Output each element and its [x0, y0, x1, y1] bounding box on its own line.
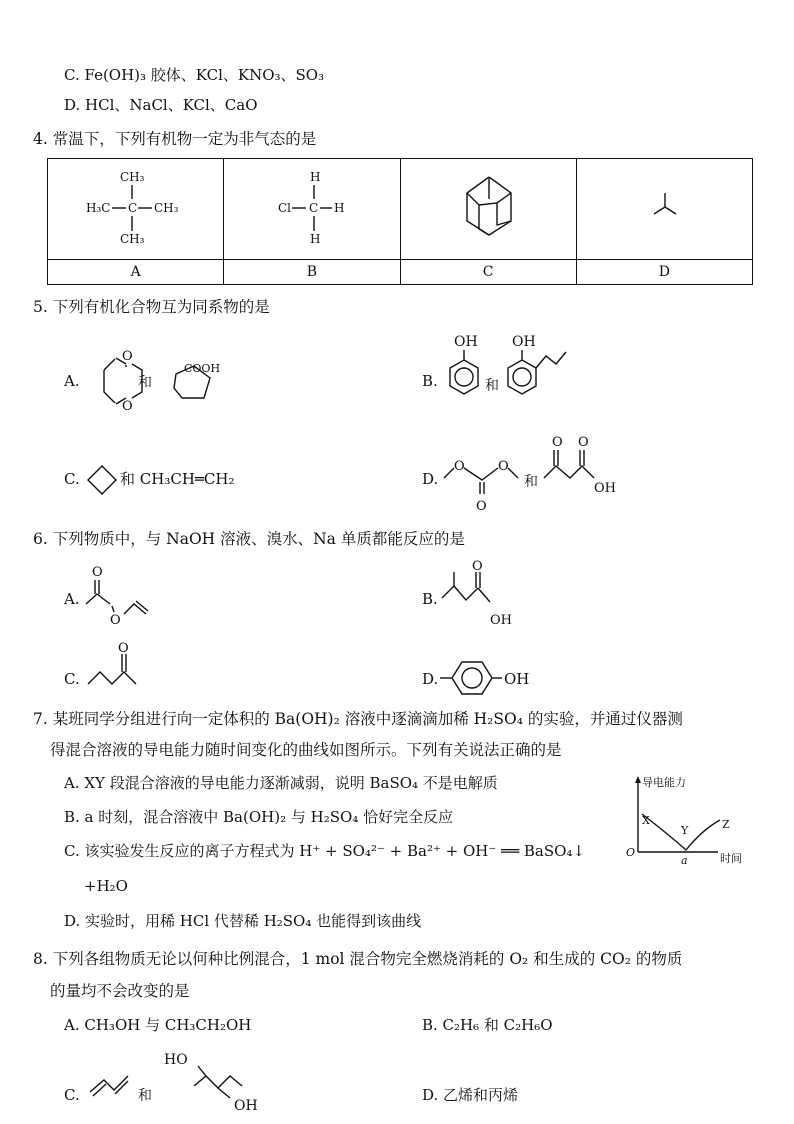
q5-a-and: 和: [138, 375, 152, 391]
q5-c-label: C.: [64, 470, 80, 488]
graph-tick-a: a: [681, 854, 688, 867]
q7-option-d: D. 实验时，用稀 HCl 代替稀 H₂SO₄ 也能得到该曲线: [64, 912, 422, 930]
q7-option-a: A. XY 段混合溶液的导电能力逐渐减弱，说明 BaSO₄ 不是电解质: [64, 774, 498, 792]
phenol-oh: OH: [454, 334, 478, 350]
q6-a-label: A.: [64, 590, 80, 608]
q6-b-o: O: [472, 559, 483, 574]
cooh-label: COOH: [184, 362, 221, 375]
q8-stem-line2: 的量均不会改变的是: [50, 982, 190, 1000]
mol-b-bottom: H: [310, 232, 321, 246]
mol-b-right: H: [334, 201, 345, 215]
graph-point-y: Y: [681, 824, 689, 837]
q5-stem: 5. 下列有机化合物互为同系物的是: [33, 298, 270, 316]
mol-a-right: CH₃: [154, 201, 179, 215]
mol-a-top: CH₃: [120, 170, 145, 184]
q7-stem-line2: 得混合溶液的导电能力随时间变化的曲线如图所示。下列有关说法正确的是: [50, 741, 562, 759]
acid-o: O: [578, 435, 589, 450]
q4-structure-table: [47, 158, 753, 285]
q7-stem-line1: 7. 某班同学分组进行向一定体积的 Ba(OH)₂ 溶液中逐滴滴加稀 H₂SO₄ 的实验，并通过仪器测: [33, 710, 683, 728]
mol-b-top: H: [310, 170, 321, 184]
isobutane-structure: [577, 159, 753, 255]
graph-y-label: 导电能力: [642, 776, 686, 789]
dioxane-o-bottom: O: [122, 399, 133, 414]
propylphenol-oh: OH: [512, 334, 536, 350]
vinyl-acetate-structure: [84, 560, 164, 630]
chloromethane-structure: [224, 159, 400, 255]
q6-a-o-ester: O: [110, 613, 121, 628]
graph-point-x: X: [642, 814, 650, 827]
graph-x-label: 时间: [720, 852, 742, 865]
q5-a-label: A.: [64, 372, 80, 390]
q8-c-structures: [88, 1046, 278, 1116]
q4-label-b: B: [224, 260, 400, 285]
acid-oh: OH: [594, 481, 616, 496]
q4-structure-b: [224, 159, 400, 260]
q4-structure-d: [576, 159, 752, 260]
mol-a-left: H₃C: [86, 201, 111, 215]
q6-b-oh: OH: [490, 613, 512, 628]
q4-structure-a: [48, 159, 224, 260]
mol-a-center: C: [128, 201, 138, 215]
p-cresol-structure: [440, 658, 560, 698]
q8-option-a: A. CH₃OH 与 CH₃CH₂OH: [64, 1016, 252, 1034]
mol-b-center: C: [309, 201, 319, 215]
q5-a-structures: [84, 340, 244, 420]
conductivity-graph: [624, 774, 752, 866]
q4-structure-c: [400, 159, 576, 260]
graph-y-arrow: [635, 776, 641, 783]
q4-label-d: D: [576, 260, 752, 285]
q4-label-c: C: [400, 260, 576, 285]
q8-c-and: 和: [138, 1088, 152, 1104]
q5-b-label: B.: [422, 372, 438, 390]
cyclobutane-structure: [84, 462, 124, 502]
q5-d-label: D.: [422, 470, 439, 488]
q8-stem-line1: 8. 下列各组物质无论以何种比例混合，1 mol 混合物完全燃烧消耗的 O₂ 和生成的 CO₂ 的物质: [33, 950, 683, 968]
diol-ho: HO: [164, 1052, 188, 1068]
q7-option-c-cont: +H₂O: [84, 877, 128, 895]
graph-point-z: Z: [722, 818, 730, 831]
q8-option-d: D. 乙烯和丙烯: [422, 1086, 519, 1104]
q8-option-b: B. C₂H₆ 和 C₂H₆O: [422, 1016, 553, 1034]
q5-b-and: 和: [485, 378, 499, 394]
mol-b-left: Cl: [278, 201, 292, 215]
q7-option-b: B. a 时刻，混合溶液中 Ba(OH)₂ 与 H₂SO₄ 恰好完全反应: [64, 808, 454, 826]
q3-option-c: C. Fe(OH)₃ 胶体、KCl、KNO₃、SO₃: [64, 66, 325, 84]
q5-c-text: 和 CH₃CH═CH₂: [120, 470, 235, 488]
q6-c-o: O: [118, 641, 129, 656]
q5-b-structures: [440, 330, 590, 414]
q6-stem: 6. 下列物质中，与 NaOH 溶液、溴水、Na 单质都能反应的是: [33, 530, 465, 548]
q8-c-label: C.: [64, 1086, 80, 1104]
mol-a-bottom: CH₃: [120, 232, 145, 246]
q5-d-structures: [440, 430, 640, 514]
keto-o: O: [552, 435, 563, 450]
neopentane-structure: [48, 159, 224, 255]
q3-option-d: D. HCl、NaCl、KCl、CaO: [64, 96, 258, 114]
dioxane-o-top: O: [122, 349, 133, 364]
q4-stem: 4. 常温下，下列有机物一定为非气态的是: [33, 130, 317, 148]
q5-d-and: 和: [524, 474, 538, 490]
q6-a-o-carbonyl: O: [92, 565, 103, 580]
q4-label-a: A: [48, 260, 224, 285]
graph-origin: O: [626, 846, 636, 859]
q6-c-label: C.: [64, 670, 80, 688]
carbonate-o2: O: [498, 459, 509, 474]
butanone-structure: [84, 640, 154, 700]
q6-d-oh: OH: [504, 670, 530, 688]
q6-b-label: B.: [422, 590, 438, 608]
q6-d-label: D.: [422, 670, 439, 688]
q7-option-c: C. 该实验发生反应的离子方程式为 H⁺ + SO₄²⁻ + Ba²⁺ + OH⁻ ══ BaSO₄↓: [64, 842, 585, 860]
isovaleric-acid-structure: [440, 560, 530, 636]
carbonate-o-carbonyl: O: [476, 499, 487, 514]
carbonate-o1: O: [454, 459, 465, 474]
diol-oh: OH: [234, 1098, 258, 1114]
adamantane-structure: [401, 159, 577, 255]
